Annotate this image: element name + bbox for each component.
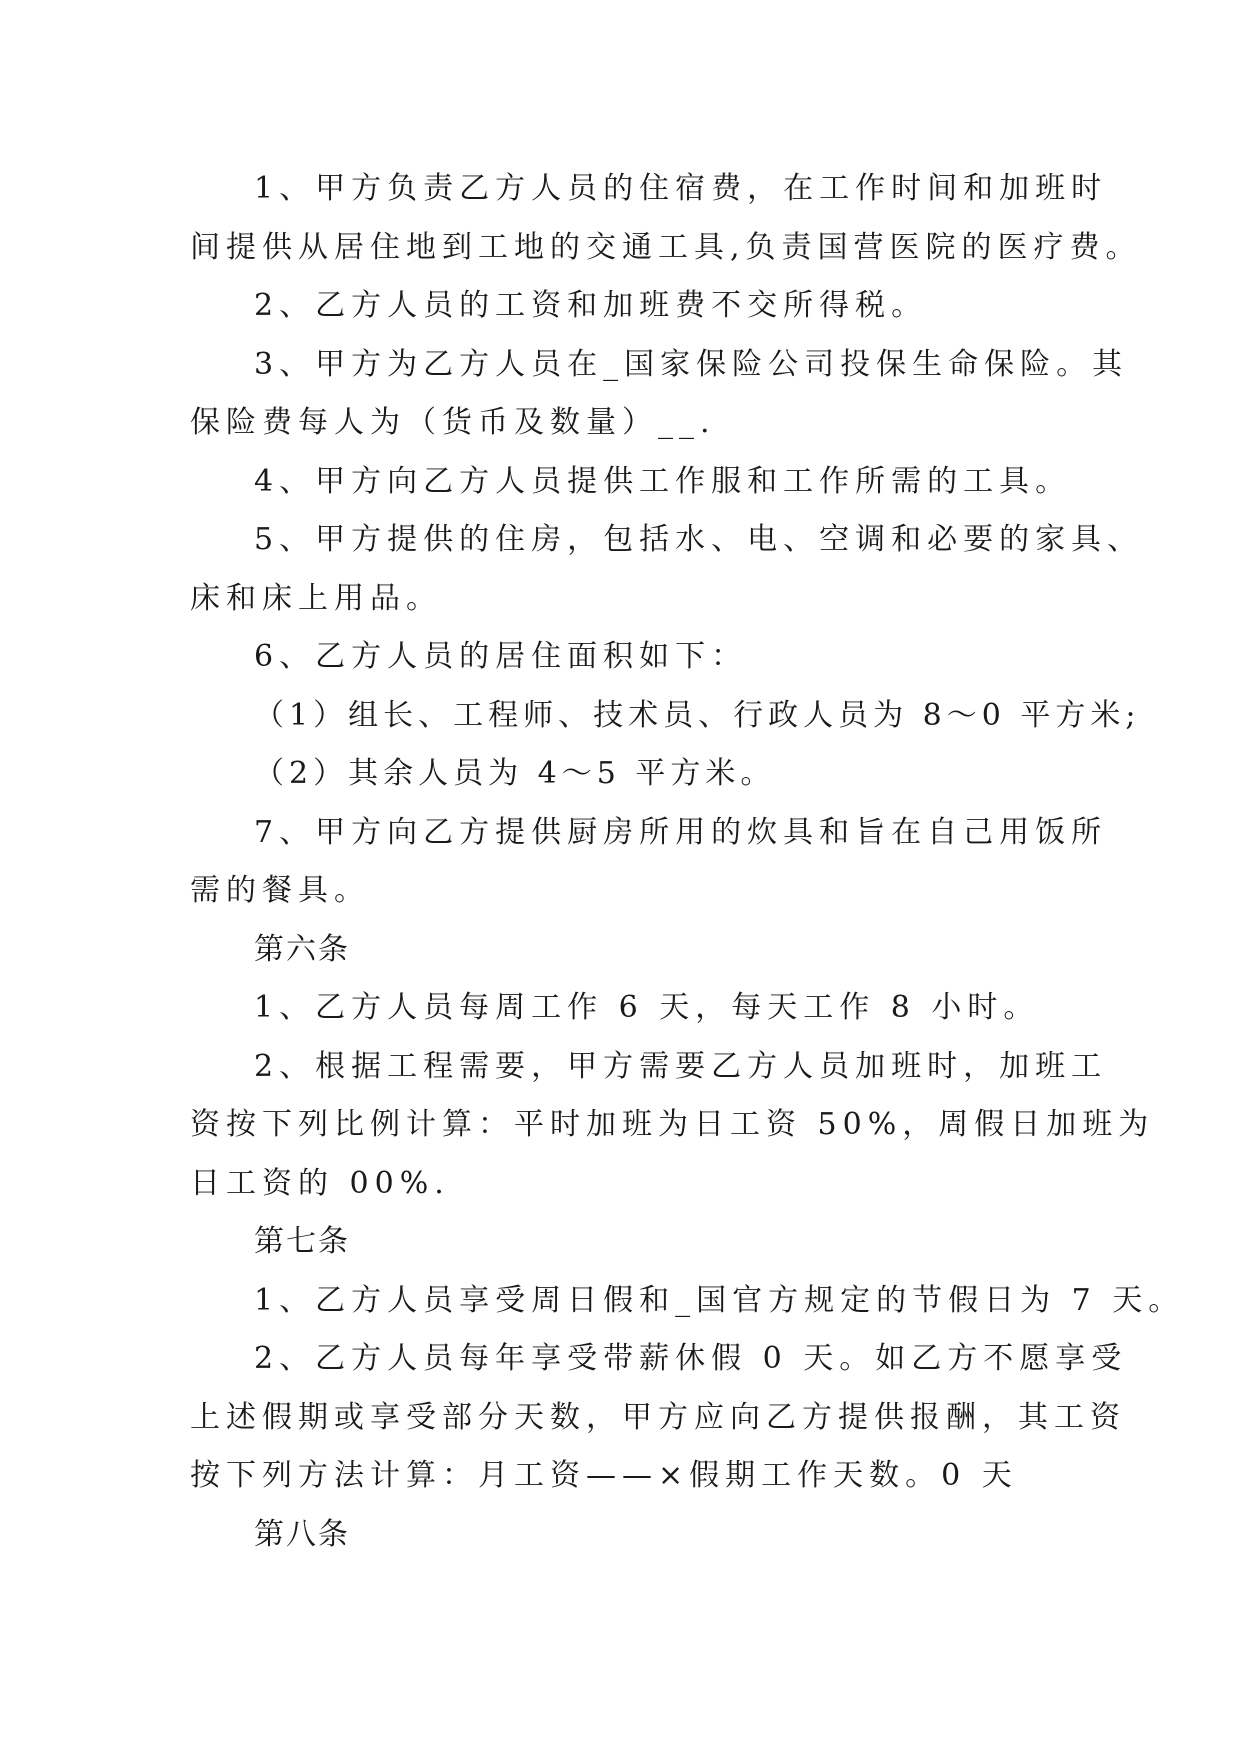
paragraph-line: 需的餐具。 xyxy=(190,873,370,908)
paragraph-line: 3、甲方为乙方人员在_国家保险公司投保生命保险。其 xyxy=(254,346,1129,382)
paragraph-line: 4、甲方向乙方人员提供工作服和工作所需的工具。 xyxy=(254,463,1072,499)
paragraph-line: 按下列方法计算：月工资——×假期工作天数。0 天 xyxy=(190,1458,1018,1493)
paragraph-line: 6、乙方人员的居住面积如下： xyxy=(254,639,748,674)
paragraph-line: 资按下列比例计算：平时加班为日工资 50%，周假日加班为 xyxy=(190,1107,1155,1142)
paragraph-line: 5、甲方提供的住房，包括水、电、空调和必要的家具、 xyxy=(254,522,1144,557)
paragraph-line: 间提供从居住地到工地的交通工具,负责国营医院的医疗费。 xyxy=(190,229,1142,265)
article-heading: 第八条 xyxy=(254,1516,350,1552)
sub-item-line: （2）其余人员为 4～5 平方米。 xyxy=(254,756,776,791)
paragraph-line: 上述假期或享受部分天数，甲方应向乙方提供报酬，其工资 xyxy=(190,1399,1126,1435)
paragraph-line: 2、乙方人员的工资和加班费不交所得税。 xyxy=(254,288,928,323)
paragraph-line: 2、根据工程需要，甲方需要乙方人员加班时，加班工 xyxy=(254,1048,1108,1084)
paragraph-line: 2、乙方人员每年享受带薪休假 0 天。如乙方不愿享受 xyxy=(254,1341,1128,1376)
paragraph-line: 保险费每人为（货币及数量）__. xyxy=(190,405,716,440)
paragraph-line: 1、甲方负责乙方人员的住宿费，在工作时间和加班时 xyxy=(254,171,1108,206)
article-heading: 第六条 xyxy=(254,931,350,967)
paragraph-line: 1、乙方人员每周工作 6 天，每天工作 8 小时。 xyxy=(254,990,1040,1025)
sub-item-line: （1）组长、工程师、技术员、行政人员为 8～0 平方米; xyxy=(254,697,1141,733)
paragraph-line: 1、乙方人员享受周日假和_国官方规定的节假日为 7 天。 xyxy=(254,1282,1185,1318)
paragraph-line: 床和床上用品。 xyxy=(190,580,442,616)
paragraph-line: 7、甲方向乙方提供厨房所用的炊具和旨在自己用饭所 xyxy=(254,814,1108,850)
document-body xyxy=(190,160,1185,1564)
paragraph-line: 日工资的 00%. xyxy=(190,1165,450,1201)
article-heading: 第七条 xyxy=(254,1224,350,1259)
